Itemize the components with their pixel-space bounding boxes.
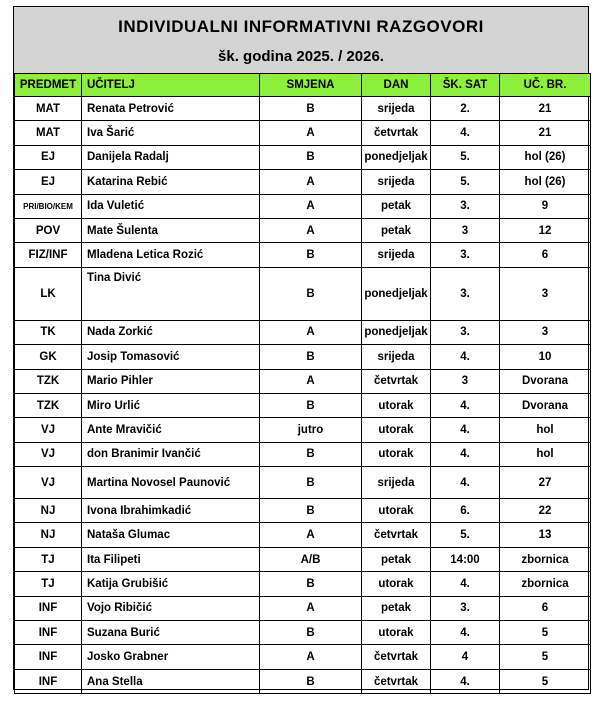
shift-cell: A (260, 645, 362, 669)
day-cell: utorak (362, 499, 431, 523)
day-cell: četvrtak (362, 369, 431, 393)
table-row (15, 97, 591, 121)
period-cell: 4. (431, 669, 500, 693)
table-row (15, 218, 591, 242)
shift-cell: B (260, 393, 362, 417)
period-cell: 4. (431, 418, 500, 442)
schedule-sheet (13, 6, 589, 690)
teacher-cell: Mate Šulenta (82, 218, 260, 242)
period-cell: 4. (431, 572, 500, 596)
room-cell: 6 (500, 596, 591, 620)
shift-cell: B (260, 621, 362, 645)
shift-cell: B (260, 442, 362, 466)
period-cell: 3. (431, 243, 500, 267)
table-row (15, 121, 591, 145)
subject-cell: INF (15, 645, 82, 669)
table-row (15, 523, 591, 547)
shift-cell: B (260, 243, 362, 267)
table-row (15, 645, 591, 669)
subject-cell: MAT (15, 97, 82, 121)
day-cell: ponedjeljak (362, 145, 431, 169)
table-header-row (15, 74, 591, 97)
teacher-cell: Nataša Glumac (82, 523, 260, 547)
teacher-cell: Mario Pihler (82, 369, 260, 393)
school-year-subtitle: šk. godina 2025. / 2026. (218, 48, 384, 65)
period-cell: 3. (431, 320, 500, 344)
shift-cell: B (260, 145, 362, 169)
col-header-subject: PREDMET (15, 74, 82, 97)
shift-cell: B (260, 669, 362, 693)
table-row (15, 170, 591, 194)
room-cell: Dvorana (500, 393, 591, 417)
room-cell: 12 (500, 218, 591, 242)
subject-cell: MAT (15, 121, 82, 145)
day-cell: petak (362, 218, 431, 242)
shift-cell: A (260, 121, 362, 145)
room-cell: 3 (500, 320, 591, 344)
day-cell: četvrtak (362, 121, 431, 145)
teacher-cell: Ivona Ibrahimkadić (82, 499, 260, 523)
period-cell: 6. (431, 499, 500, 523)
subject-cell: TJ (15, 572, 82, 596)
room-cell: 10 (500, 345, 591, 369)
col-header-day: DAN (362, 74, 431, 97)
teacher-cell: Katarina Rebić (82, 170, 260, 194)
period-cell: 4. (431, 442, 500, 466)
table-row (15, 499, 591, 523)
table-row (15, 243, 591, 267)
day-cell: utorak (362, 572, 431, 596)
table-row (15, 621, 591, 645)
day-cell: petak (362, 547, 431, 571)
teacher-cell: Ita Filipeti (82, 547, 260, 571)
shift-cell: A (260, 170, 362, 194)
day-cell: srijeda (362, 345, 431, 369)
shift-cell: A (260, 194, 362, 218)
table-body (15, 97, 591, 694)
subject-cell: TK (15, 320, 82, 344)
period-cell: 2. (431, 97, 500, 121)
col-header-period: ŠK. SAT (431, 74, 500, 97)
teacher-cell: Ida Vuletić (82, 194, 260, 218)
day-cell: utorak (362, 621, 431, 645)
subject-cell: INF (15, 669, 82, 693)
day-cell: srijeda (362, 467, 431, 499)
room-cell: zbornica (500, 572, 591, 596)
room-cell: 21 (500, 121, 591, 145)
shift-cell: B (260, 267, 362, 320)
day-cell: petak (362, 596, 431, 620)
teacher-cell: Vojo Ribičić (82, 596, 260, 620)
subject-cell: NJ (15, 499, 82, 523)
period-cell: 14:00 (431, 547, 500, 571)
period-cell: 3. (431, 194, 500, 218)
room-cell: hol (500, 442, 591, 466)
subject-cell: EJ (15, 170, 82, 194)
subject-cell: VJ (15, 418, 82, 442)
teacher-cell: Martina Novosel Paunović (82, 467, 260, 499)
table-row (15, 596, 591, 620)
room-cell: 5 (500, 645, 591, 669)
teacher-cell: Josip Tomasović (82, 345, 260, 369)
room-cell: 13 (500, 523, 591, 547)
title-block (14, 7, 588, 73)
day-cell: utorak (362, 418, 431, 442)
room-cell: Dvorana (500, 369, 591, 393)
room-cell: 9 (500, 194, 591, 218)
period-cell: 4. (431, 621, 500, 645)
subject-cell: VJ (15, 467, 82, 499)
room-cell: 3 (500, 267, 591, 320)
subject-cell: TJ (15, 547, 82, 571)
subject-cell: VJ (15, 442, 82, 466)
shift-cell: jutro (260, 418, 362, 442)
day-cell: srijeda (362, 97, 431, 121)
table-row (15, 572, 591, 596)
table-row (15, 467, 591, 499)
page-title: INDIVIDUALNI INFORMATIVNI RAZGOVORI (118, 17, 484, 36)
table-row (15, 145, 591, 169)
day-cell: četvrtak (362, 523, 431, 547)
shift-cell: A/B (260, 547, 362, 571)
teacher-cell: Katija Grubišić (82, 572, 260, 596)
subject-cell: LK (15, 267, 82, 320)
shift-cell: B (260, 499, 362, 523)
consultation-table (14, 73, 591, 694)
teacher-cell: Nada Zorkić (82, 320, 260, 344)
period-cell: 3 (431, 218, 500, 242)
teacher-cell: Miro Urlić (82, 393, 260, 417)
day-cell: srijeda (362, 243, 431, 267)
table-row (15, 547, 591, 571)
teacher-cell: Danijela Radalj (82, 145, 260, 169)
teacher-cell: Mladena Letica Rozić (82, 243, 260, 267)
room-cell: 27 (500, 467, 591, 499)
period-cell: 4. (431, 467, 500, 499)
shift-cell: A (260, 320, 362, 344)
subject-cell: EJ (15, 145, 82, 169)
shift-cell: A (260, 218, 362, 242)
room-cell: 22 (500, 499, 591, 523)
teacher-cell: Josko Grabner (82, 645, 260, 669)
table-row (15, 418, 591, 442)
period-cell: 4. (431, 393, 500, 417)
day-cell: petak (362, 194, 431, 218)
table-row (15, 369, 591, 393)
table-row (15, 320, 591, 344)
table-row (15, 393, 591, 417)
period-cell: 3 (431, 369, 500, 393)
room-cell: hol (26) (500, 170, 591, 194)
subject-cell: PRI/BIO/KEM (15, 194, 82, 218)
period-cell: 5. (431, 145, 500, 169)
teacher-cell: don Branimir Ivančić (82, 442, 260, 466)
table-row (15, 669, 591, 693)
day-cell: srijeda (362, 170, 431, 194)
teacher-cell: Tina Divić (82, 267, 260, 320)
teacher-cell: Ante Mravičić (82, 418, 260, 442)
teacher-cell: Suzana Burić (82, 621, 260, 645)
shift-cell: B (260, 345, 362, 369)
teacher-cell: Renata Petrović (82, 97, 260, 121)
room-cell: 5 (500, 621, 591, 645)
teacher-cell: Ana Stella (82, 669, 260, 693)
subject-cell: TZK (15, 369, 82, 393)
room-cell: zbornica (500, 547, 591, 571)
subject-cell: FIZ/INF (15, 243, 82, 267)
subject-cell: INF (15, 621, 82, 645)
table-row (15, 345, 591, 369)
table-row (15, 267, 591, 320)
period-cell: 3. (431, 596, 500, 620)
col-header-teacher: UČITELJ (82, 74, 260, 97)
room-cell: hol (500, 418, 591, 442)
period-cell: 5. (431, 523, 500, 547)
teacher-cell: Iva Šarić (82, 121, 260, 145)
subject-cell: GK (15, 345, 82, 369)
period-cell: 5. (431, 170, 500, 194)
room-cell: hol (26) (500, 145, 591, 169)
subject-cell: TZK (15, 393, 82, 417)
shift-cell: B (260, 467, 362, 499)
subject-cell: NJ (15, 523, 82, 547)
subject-cell: INF (15, 596, 82, 620)
shift-cell: A (260, 369, 362, 393)
shift-cell: B (260, 572, 362, 596)
period-cell: 4. (431, 121, 500, 145)
col-header-room: UČ. BR. (500, 74, 591, 97)
col-header-shift: SMJENA (260, 74, 362, 97)
day-cell: ponedjeljak (362, 267, 431, 320)
day-cell: utorak (362, 442, 431, 466)
period-cell: 4 (431, 645, 500, 669)
room-cell: 21 (500, 97, 591, 121)
day-cell: ponedjeljak (362, 320, 431, 344)
day-cell: četvrtak (362, 645, 431, 669)
table-row (15, 442, 591, 466)
shift-cell: A (260, 596, 362, 620)
period-cell: 3. (431, 267, 500, 320)
shift-cell: B (260, 97, 362, 121)
shift-cell: A (260, 523, 362, 547)
day-cell: utorak (362, 393, 431, 417)
period-cell: 4. (431, 345, 500, 369)
day-cell: četvrtak (362, 669, 431, 693)
table-row (15, 194, 591, 218)
room-cell: 5 (500, 669, 591, 693)
room-cell: 6 (500, 243, 591, 267)
subject-cell: POV (15, 218, 82, 242)
